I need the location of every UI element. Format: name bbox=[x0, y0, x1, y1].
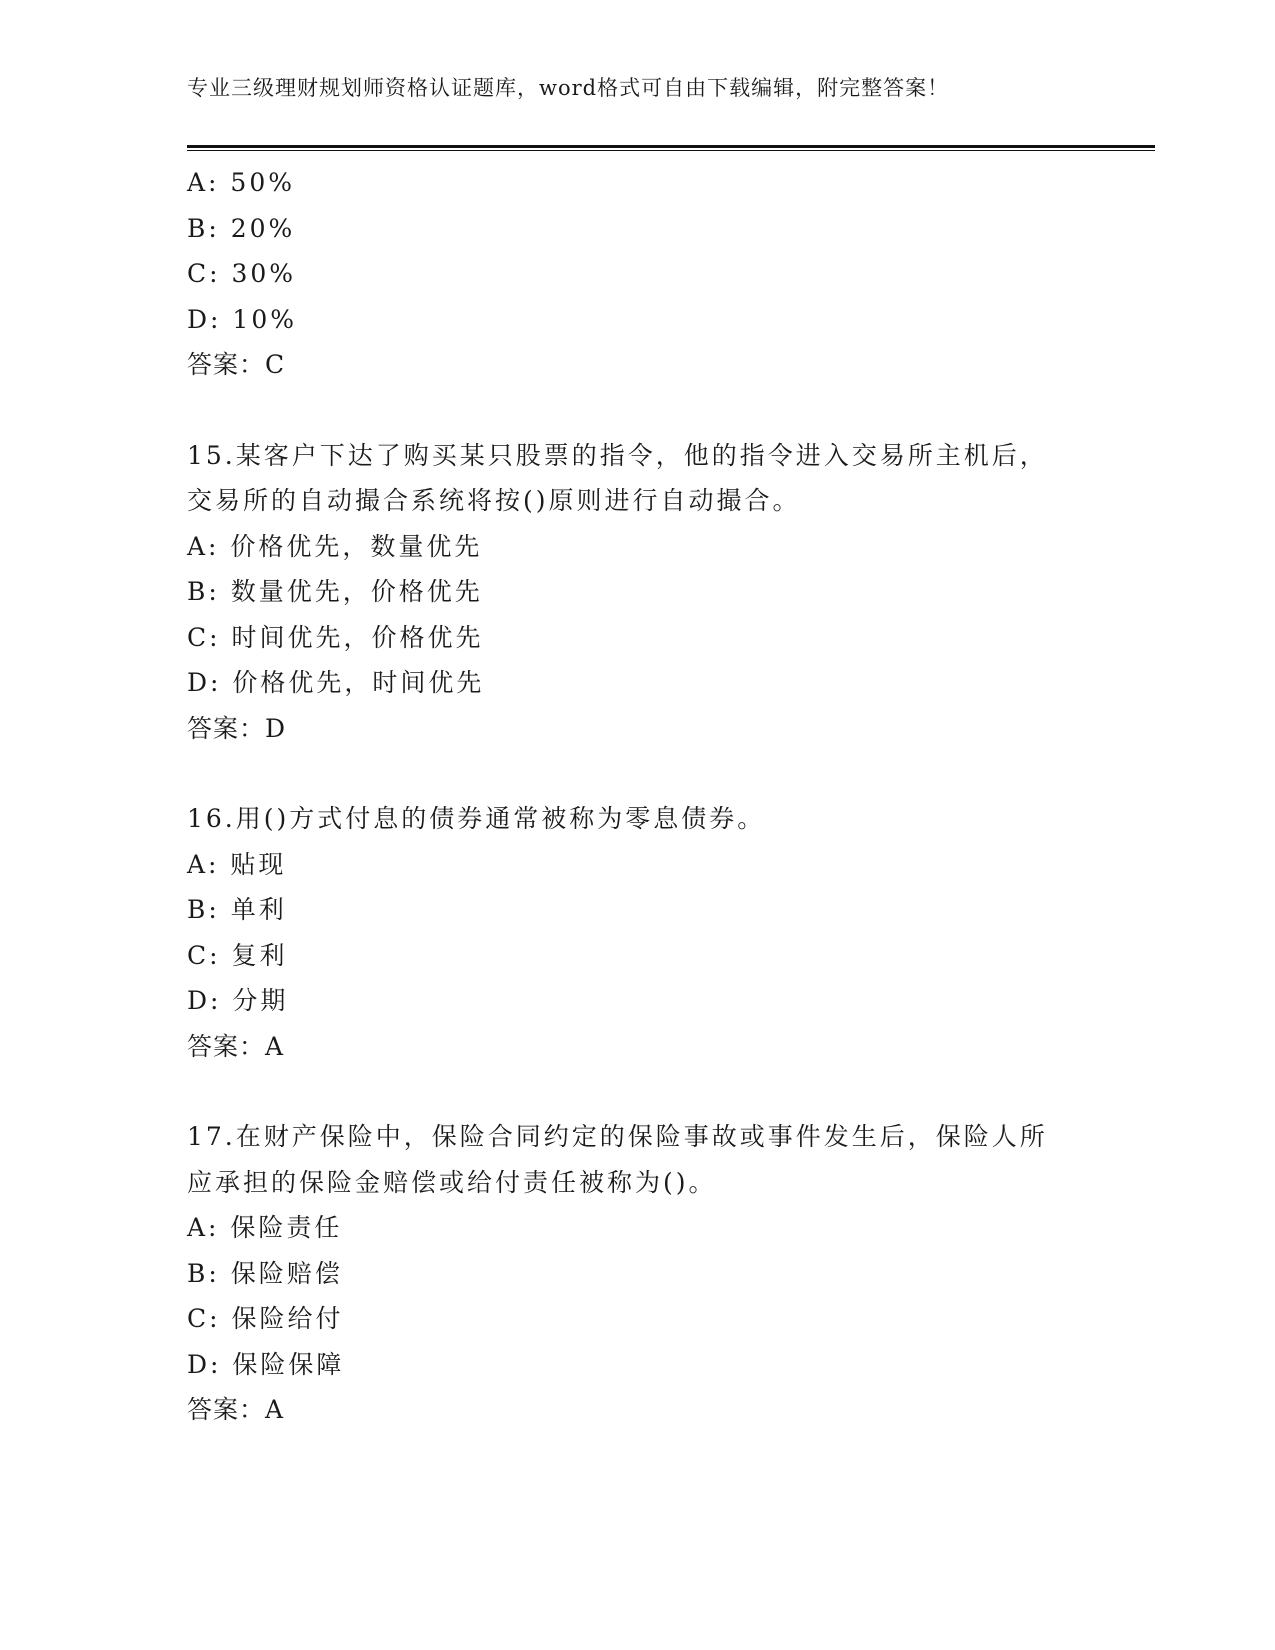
question-stem: 17.在财产保险中，保险合同约定的保险事故或事件发生后，保险人所 bbox=[187, 1122, 1048, 1151]
question-stem-continued: 交易所的自动撮合系统将按()原则进行自动撮合。 bbox=[187, 486, 801, 515]
option-b: B: 数量优先，价格优先 bbox=[187, 577, 483, 606]
question-14 bbox=[187, 160, 1087, 388]
option-c: C: 30% bbox=[187, 259, 297, 288]
option-c: C: 保险给付 bbox=[187, 1304, 344, 1333]
question-15 bbox=[187, 433, 1087, 752]
option-b: B: 20% bbox=[187, 213, 296, 243]
question-stem: 15.某客户下达了购买某只股票的指令，他的指令进入交易所主机后， bbox=[187, 440, 1048, 470]
header-rule-thick bbox=[187, 145, 1155, 148]
question-stem: 16.用()方式付息的债券通常被称为零息债券。 bbox=[187, 804, 766, 833]
question-16 bbox=[187, 796, 1087, 1069]
page-header: 专业三级理财规划师资格认证题库，word格式可自由下载编辑，附完整答案！ bbox=[187, 76, 950, 100]
option-b: B: 保险赔偿 bbox=[187, 1258, 343, 1288]
option-d: D: 价格优先，时间优先 bbox=[187, 668, 485, 697]
option-a: A: 贴现 bbox=[187, 849, 287, 879]
question-stem-continued: 应承担的保险金赔偿或给付责任被称为()。 bbox=[187, 1167, 717, 1197]
option-a: A: 价格优先，数量优先 bbox=[187, 531, 483, 561]
header-rule-thin bbox=[187, 150, 1155, 151]
option-c: C: 时间优先，价格优先 bbox=[187, 622, 484, 652]
option-d: D: 分期 bbox=[187, 986, 289, 1015]
option-b: B: 单利 bbox=[187, 895, 287, 924]
question-list bbox=[187, 160, 1087, 1433]
answer: 答案：A bbox=[187, 1395, 285, 1424]
option-a: A: 保险责任 bbox=[187, 1213, 343, 1242]
option-a: A: 50% bbox=[187, 168, 295, 197]
option-d: D: 保险保障 bbox=[187, 1349, 345, 1379]
answer: 答案：A bbox=[187, 1031, 285, 1061]
question-17 bbox=[187, 1114, 1087, 1433]
option-d: D: 10% bbox=[187, 304, 297, 334]
answer: 答案：C bbox=[187, 350, 286, 379]
option-c: C: 复利 bbox=[187, 940, 288, 970]
answer: 答案：D bbox=[187, 713, 287, 743]
